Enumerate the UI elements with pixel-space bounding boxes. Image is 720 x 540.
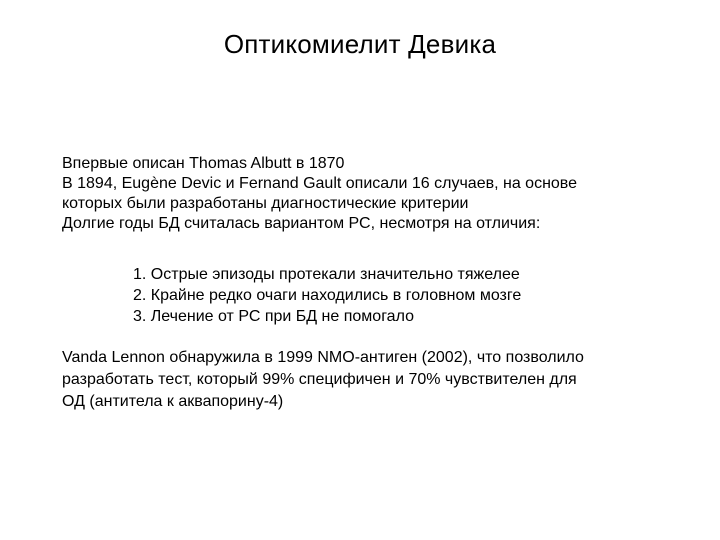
closing-line: ОД (антитела к аквапорину-4) (62, 393, 284, 410)
intro-line: Долгие годы БД считалась вариантом РС, несмотря на отличия: (62, 215, 541, 232)
closing-line: разработать тест, который 99% специфичен и 70% чувствителен для (62, 371, 577, 388)
list-item: 1. Острые эпизоды протекали значительно тяжелее (133, 266, 520, 283)
intro-line: которых были разработаны диагностические критерии (62, 195, 469, 212)
list-item: 3. Лечение от РС при БД не помогало (133, 308, 414, 325)
slide-title: Оптикомиелит Девика (223, 29, 497, 59)
list-item: 2. Крайне редко очаги находились в головном мозге (133, 287, 522, 304)
closing-line: Vanda Lennon обнаружила в 1999 NMO-антиген (2002), что позволило (62, 349, 584, 366)
numbered-list (133, 264, 693, 327)
closing-paragraph (62, 347, 702, 413)
intro-line: Впервые описан Thomas Albutt в 1870 (62, 155, 345, 172)
intro-line: В 1894, Eugène Devic и Fernand Gault описали 16 случаев, на основе (62, 175, 578, 192)
intro-paragraph (62, 154, 702, 234)
